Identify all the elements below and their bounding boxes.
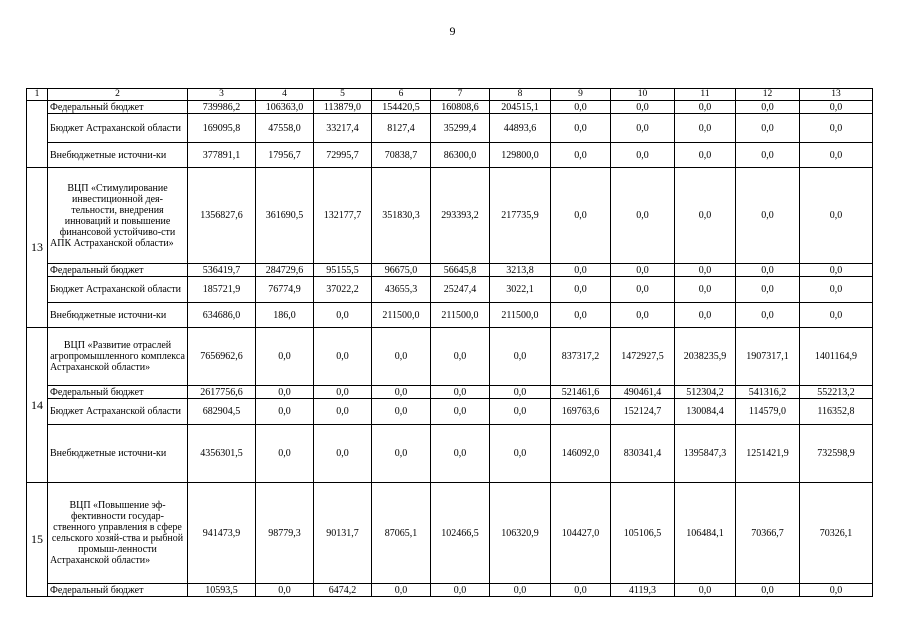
value-cell: 490461,4	[611, 386, 675, 399]
value-cell: 8127,4	[372, 114, 431, 143]
value-cell: 0,0	[256, 584, 314, 597]
value-cell: 129800,0	[490, 143, 551, 168]
value-cell: 0,0	[314, 303, 372, 328]
value-cell: 0,0	[490, 425, 551, 483]
value-cell: 1251421,9	[736, 425, 800, 483]
value-cell: 512304,2	[675, 386, 736, 399]
value-cell: 0,0	[431, 328, 490, 386]
value-cell: 17956,7	[256, 143, 314, 168]
value-cell: 0,0	[551, 168, 611, 264]
value-cell: 37022,2	[314, 277, 372, 303]
value-cell: 0,0	[551, 303, 611, 328]
value-cell: 552213,2	[800, 386, 873, 399]
row-label-cell: Бюджет Астраханской области	[48, 399, 188, 425]
value-cell: 70838,7	[372, 143, 431, 168]
value-cell: 33217,4	[314, 114, 372, 143]
value-cell: 1401164,9	[800, 328, 873, 386]
value-cell: 0,0	[611, 168, 675, 264]
value-cell: 0,0	[256, 399, 314, 425]
value-cell: 186,0	[256, 303, 314, 328]
value-cell: 0,0	[431, 425, 490, 483]
table-body	[27, 89, 873, 597]
value-cell: 0,0	[372, 328, 431, 386]
table-row	[27, 584, 873, 597]
column-number-cell: 2	[48, 89, 188, 101]
column-number-cell: 8	[490, 89, 551, 101]
value-cell: 106320,9	[490, 483, 551, 584]
value-cell: 0,0	[551, 114, 611, 143]
value-cell: 35299,4	[431, 114, 490, 143]
value-cell: 0,0	[551, 277, 611, 303]
value-cell: 70366,7	[736, 483, 800, 584]
value-cell: 682904,5	[188, 399, 256, 425]
row-label-cell: ВЦП «Развитие отраслей агропромышленного комплекса Астраханской области»	[48, 328, 188, 386]
column-number-cell: 3	[188, 89, 256, 101]
column-number-cell: 7	[431, 89, 490, 101]
value-cell: 0,0	[800, 168, 873, 264]
value-cell: 0,0	[736, 277, 800, 303]
value-cell: 10593,5	[188, 584, 256, 597]
column-number-cell: 12	[736, 89, 800, 101]
value-cell: 0,0	[611, 277, 675, 303]
value-cell: 154420,5	[372, 101, 431, 114]
value-cell: 0,0	[800, 143, 873, 168]
row-label-cell: Федеральный бюджет	[48, 264, 188, 277]
value-cell: 0,0	[800, 114, 873, 143]
value-cell: 70326,1	[800, 483, 873, 584]
row-label-cell: Федеральный бюджет	[48, 101, 188, 114]
value-cell: 0,0	[675, 584, 736, 597]
value-cell: 521461,6	[551, 386, 611, 399]
value-cell: 0,0	[372, 386, 431, 399]
value-cell: 0,0	[675, 168, 736, 264]
value-cell: 739986,2	[188, 101, 256, 114]
value-cell: 104427,0	[551, 483, 611, 584]
value-cell: 95155,5	[314, 264, 372, 277]
value-cell: 1356827,6	[188, 168, 256, 264]
table-row	[27, 483, 873, 584]
value-cell: 536419,7	[188, 264, 256, 277]
value-cell: 634686,0	[188, 303, 256, 328]
value-cell: 72995,7	[314, 143, 372, 168]
value-cell: 0,0	[611, 114, 675, 143]
value-cell: 146092,0	[551, 425, 611, 483]
value-cell: 4119,3	[611, 584, 675, 597]
value-cell: 0,0	[675, 143, 736, 168]
value-cell: 0,0	[675, 277, 736, 303]
value-cell: 76774,9	[256, 277, 314, 303]
value-cell: 361690,5	[256, 168, 314, 264]
value-cell: 7656962,6	[188, 328, 256, 386]
row-label-cell: Внебюджетные источни-ки	[48, 303, 188, 328]
table-row	[27, 143, 873, 168]
value-cell: 0,0	[736, 168, 800, 264]
value-cell: 106363,0	[256, 101, 314, 114]
value-cell: 0,0	[675, 114, 736, 143]
value-cell: 114579,0	[736, 399, 800, 425]
value-cell: 169095,8	[188, 114, 256, 143]
value-cell: 830341,4	[611, 425, 675, 483]
column-number-cell: 9	[551, 89, 611, 101]
value-cell: 1395847,3	[675, 425, 736, 483]
row-label-cell: ВЦП «Стимулирование инвестиционной дея-тельности, внедрения инноваций и повышение финансовой устойчиво-сти АПК Астраханской области»	[48, 168, 188, 264]
value-cell: 0,0	[256, 386, 314, 399]
value-cell: 4356301,5	[188, 425, 256, 483]
value-cell: 0,0	[431, 584, 490, 597]
table-row	[27, 399, 873, 425]
value-cell: 96675,0	[372, 264, 431, 277]
value-cell: 116352,8	[800, 399, 873, 425]
column-number-cell: 1	[27, 89, 48, 101]
value-cell: 3213,8	[490, 264, 551, 277]
value-cell: 293393,2	[431, 168, 490, 264]
value-cell: 106484,1	[675, 483, 736, 584]
table-row	[27, 114, 873, 143]
value-cell: 0,0	[372, 399, 431, 425]
row-label-cell: Федеральный бюджет	[48, 386, 188, 399]
value-cell: 0,0	[611, 101, 675, 114]
value-cell: 204515,1	[490, 101, 551, 114]
value-cell: 0,0	[800, 584, 873, 597]
value-cell: 541316,2	[736, 386, 800, 399]
value-cell: 0,0	[490, 386, 551, 399]
row-label-cell: ВЦП «Повышение эф-фективности государ-ственного управления в сфере сельского хозяй-ства и рыбной промыш-ленности Астраханской области»	[48, 483, 188, 584]
value-cell: 0,0	[675, 264, 736, 277]
page-number: 9	[449, 24, 456, 38]
column-number-row	[27, 89, 873, 101]
value-cell: 102466,5	[431, 483, 490, 584]
value-cell: 6474,2	[314, 584, 372, 597]
column-number-cell: 13	[800, 89, 873, 101]
value-cell: 0,0	[551, 143, 611, 168]
table-row	[27, 101, 873, 114]
table-row	[27, 264, 873, 277]
value-cell: 0,0	[611, 303, 675, 328]
value-cell: 3022,1	[490, 277, 551, 303]
value-cell: 0,0	[551, 584, 611, 597]
value-cell: 56645,8	[431, 264, 490, 277]
value-cell: 0,0	[800, 303, 873, 328]
value-cell: 113879,0	[314, 101, 372, 114]
value-cell: 152124,7	[611, 399, 675, 425]
row-label-cell: Бюджет Астраханской области	[48, 277, 188, 303]
value-cell: 0,0	[256, 328, 314, 386]
row-number-cell: 14	[27, 328, 48, 483]
value-cell: 0,0	[800, 101, 873, 114]
value-cell: 0,0	[256, 425, 314, 483]
value-cell: 0,0	[314, 386, 372, 399]
value-cell: 0,0	[736, 101, 800, 114]
value-cell: 0,0	[675, 303, 736, 328]
value-cell: 44893,6	[490, 114, 551, 143]
value-cell: 0,0	[611, 264, 675, 277]
table-row	[27, 168, 873, 264]
value-cell: 105106,5	[611, 483, 675, 584]
value-cell: 1472927,5	[611, 328, 675, 386]
value-cell: 0,0	[490, 399, 551, 425]
table-row	[27, 425, 873, 483]
value-cell: 351830,3	[372, 168, 431, 264]
table-row	[27, 328, 873, 386]
value-cell: 0,0	[431, 399, 490, 425]
value-cell: 132177,7	[314, 168, 372, 264]
column-number-cell: 10	[611, 89, 675, 101]
row-number-cell	[27, 101, 48, 168]
table-row	[27, 386, 873, 399]
value-cell: 0,0	[736, 143, 800, 168]
row-label-cell: Федеральный бюджет	[48, 584, 188, 597]
value-cell: 0,0	[611, 143, 675, 168]
value-cell: 169763,6	[551, 399, 611, 425]
table-row	[27, 303, 873, 328]
value-cell: 732598,9	[800, 425, 873, 483]
value-cell: 837317,2	[551, 328, 611, 386]
value-cell: 1907317,1	[736, 328, 800, 386]
value-cell: 0,0	[551, 101, 611, 114]
value-cell: 87065,1	[372, 483, 431, 584]
value-cell: 0,0	[800, 264, 873, 277]
value-cell: 941473,9	[188, 483, 256, 584]
value-cell: 217735,9	[490, 168, 551, 264]
value-cell: 0,0	[736, 264, 800, 277]
value-cell: 211500,0	[431, 303, 490, 328]
value-cell: 0,0	[314, 399, 372, 425]
column-number-cell: 5	[314, 89, 372, 101]
value-cell: 0,0	[551, 264, 611, 277]
value-cell: 160808,6	[431, 101, 490, 114]
row-number-cell: 13	[27, 168, 48, 328]
value-cell: 25247,4	[431, 277, 490, 303]
value-cell: 0,0	[490, 328, 551, 386]
value-cell: 0,0	[314, 425, 372, 483]
table-row	[27, 277, 873, 303]
value-cell: 211500,0	[490, 303, 551, 328]
value-cell: 90131,7	[314, 483, 372, 584]
value-cell: 211500,0	[372, 303, 431, 328]
value-cell: 0,0	[372, 584, 431, 597]
value-cell: 0,0	[800, 277, 873, 303]
value-cell: 98779,3	[256, 483, 314, 584]
row-label-cell: Внебюджетные источни-ки	[48, 143, 188, 168]
value-cell: 0,0	[314, 328, 372, 386]
column-number-cell: 6	[372, 89, 431, 101]
value-cell: 0,0	[372, 425, 431, 483]
value-cell: 43655,3	[372, 277, 431, 303]
value-cell: 2038235,9	[675, 328, 736, 386]
value-cell: 0,0	[736, 584, 800, 597]
value-cell: 0,0	[431, 386, 490, 399]
budget-table	[26, 88, 873, 597]
value-cell: 377891,1	[188, 143, 256, 168]
column-number-cell: 4	[256, 89, 314, 101]
column-number-cell: 11	[675, 89, 736, 101]
value-cell: 0,0	[675, 101, 736, 114]
value-cell: 0,0	[736, 114, 800, 143]
row-number-cell: 15	[27, 483, 48, 597]
value-cell: 185721,9	[188, 277, 256, 303]
row-label-cell: Бюджет Астраханской области	[48, 114, 188, 143]
row-label-cell: Внебюджетные источни-ки	[48, 425, 188, 483]
value-cell: 86300,0	[431, 143, 490, 168]
value-cell: 0,0	[736, 303, 800, 328]
value-cell: 0,0	[490, 584, 551, 597]
value-cell: 47558,0	[256, 114, 314, 143]
value-cell: 284729,6	[256, 264, 314, 277]
value-cell: 130084,4	[675, 399, 736, 425]
value-cell: 2617756,6	[188, 386, 256, 399]
